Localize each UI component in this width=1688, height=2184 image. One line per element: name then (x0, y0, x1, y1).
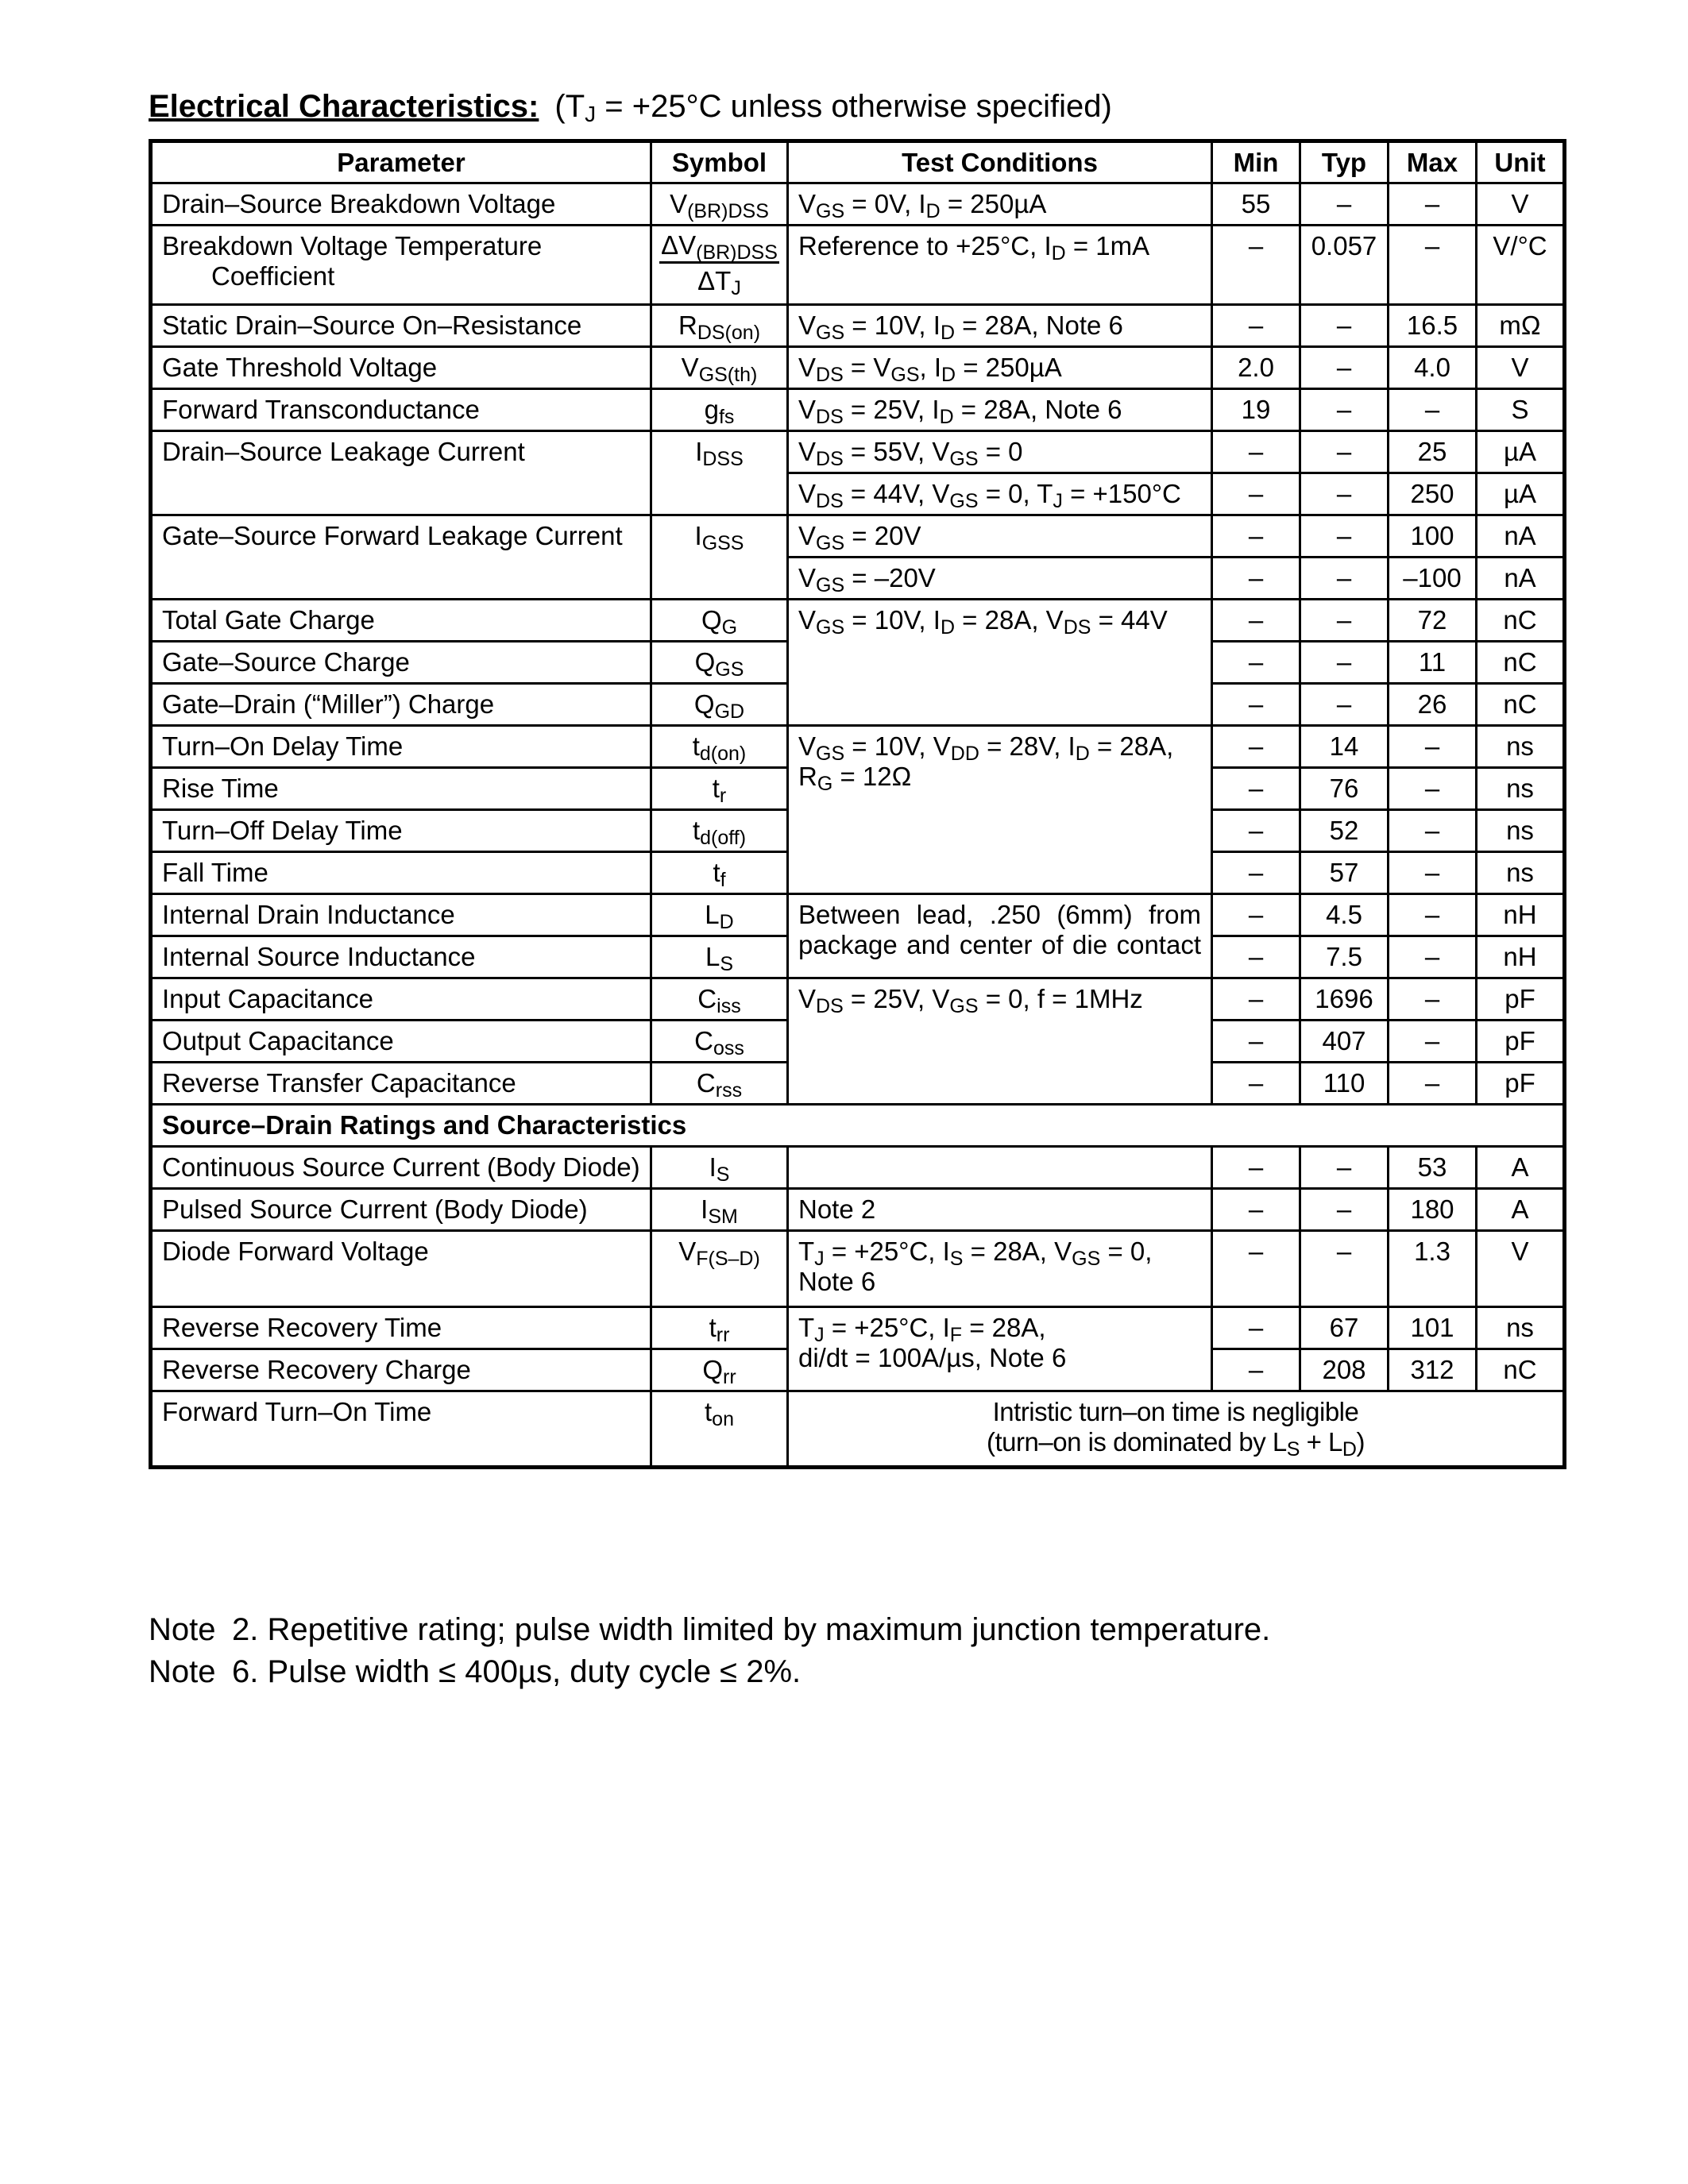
conditions-cell: $V_{GS} = 10V$, $V_{DD} = 28V$, $I_D = 28A$, $R_G = 12\Omega$ (788, 726, 1212, 894)
typ-cell: – (1300, 1189, 1389, 1231)
min-cell: – (1212, 936, 1300, 978)
unit-cell: nC (1477, 684, 1565, 726)
parameter-cell: Input Capacitance (151, 978, 651, 1021)
min-cell: – (1212, 726, 1300, 768)
typ-cell: – (1300, 347, 1389, 389)
section-heading (149, 89, 1112, 125)
parameter-cell: Total Gate Charge (151, 600, 651, 642)
unit-cell: pF (1477, 978, 1565, 1021)
min-cell: – (1212, 894, 1300, 936)
max-cell: – (1389, 183, 1477, 226)
symbol-cell: $Q_{GS}$ (651, 642, 788, 684)
symbol-cell: $t_{rr}$ (651, 1307, 788, 1349)
symbol-cell: $t_{d(on)}$ (651, 726, 788, 768)
min-cell: – (1212, 515, 1300, 558)
parameter-cell: Gate–Source Charge (151, 642, 651, 684)
table-row (151, 1391, 1565, 1468)
parameter-cell: Drain–Source Breakdown Voltage (151, 183, 651, 226)
typ-cell: 4.5 (1300, 894, 1389, 936)
unit-cell: nA (1477, 558, 1565, 600)
conditions-cell: Between lead, .250 (6mm) from package and center of die contact (788, 894, 1212, 978)
typ-cell: – (1300, 600, 1389, 642)
heading-condition: ($T_J = +25^\circ C$ unless otherwise specified) (554, 89, 1112, 126)
unit-cell: ns (1477, 726, 1565, 768)
unit-cell: V (1477, 347, 1565, 389)
min-cell: – (1212, 1231, 1300, 1307)
table-row (151, 305, 1565, 347)
table-row (151, 515, 1565, 558)
min-cell: – (1212, 810, 1300, 852)
unit-cell: nC (1477, 1349, 1565, 1391)
typ-cell: 110 (1300, 1063, 1389, 1105)
min-cell: – (1212, 226, 1300, 305)
symbol-cell: $I_{SM}$ (651, 1189, 788, 1231)
symbol-cell: $g_{fs}$ (651, 389, 788, 431)
symbol-cell: $I_S$ (651, 1147, 788, 1189)
parameter-cell: Continuous Source Current (Body Diode) (151, 1147, 651, 1189)
parameter-cell: Pulsed Source Current (Body Diode) (151, 1189, 651, 1231)
table-row (151, 894, 1565, 936)
symbol-cell: $Q_G$ (651, 600, 788, 642)
typ-cell: 14 (1300, 726, 1389, 768)
typ-cell: – (1300, 1231, 1389, 1307)
min-cell: – (1212, 473, 1300, 515)
parameter-cell: Output Capacitance (151, 1021, 651, 1063)
unit-cell: pF (1477, 1021, 1565, 1063)
min-cell: – (1212, 431, 1300, 473)
symbol-cell: $\frac{\Delta V_{(BR)DSS}}{\Delta T_J}$ (651, 226, 788, 305)
min-cell: – (1212, 1021, 1300, 1063)
typ-cell: – (1300, 389, 1389, 431)
conditions-cell: Reference to +25°C, $I_D = 1mA$ (788, 226, 1212, 305)
conditions-cell: $V_{GS} = 10V$, $I_D = 28A$, $V_{DS} = 44V$ (788, 600, 1212, 726)
parameter-cell: Forward Transconductance (151, 389, 651, 431)
parameter-cell: Turn–Off Delay Time (151, 810, 651, 852)
symbol-cell: $t_r$ (651, 768, 788, 810)
min-cell: – (1212, 1189, 1300, 1231)
column-header: Max (1389, 141, 1477, 183)
parameter-cell: Internal Drain Inductance (151, 894, 651, 936)
conditions-cell: $V_{DS} = 44V$, $V_{GS} = 0$, $T_J = +150^\circ C$ (788, 473, 1212, 515)
symbol-cell: $V_{(BR)DSS}$ (651, 183, 788, 226)
min-cell: – (1212, 1147, 1300, 1189)
unit-cell: mΩ (1477, 305, 1565, 347)
unit-cell: ns (1477, 852, 1565, 894)
max-cell: – (1389, 852, 1477, 894)
symbol-cell: $Q_{GD}$ (651, 684, 788, 726)
symbol-cell: $C_{rss}$ (651, 1063, 788, 1105)
footnote (149, 1654, 801, 1690)
unit-cell: nH (1477, 894, 1565, 936)
section-title: Source–Drain Ratings and Characteristics (151, 1105, 1565, 1147)
symbol-cell: $t_f$ (651, 852, 788, 894)
symbol-cell: $t_{on}$ (651, 1391, 788, 1468)
max-cell: – (1389, 810, 1477, 852)
max-cell: 100 (1389, 515, 1477, 558)
max-cell: – (1389, 768, 1477, 810)
min-cell: – (1212, 684, 1300, 726)
typ-cell: – (1300, 642, 1389, 684)
parameter-cell: Gate–Drain (“Miller”) Charge (151, 684, 651, 726)
symbol-cell: $L_D$ (651, 894, 788, 936)
column-header: Parameter (151, 141, 651, 183)
typ-cell: – (1300, 558, 1389, 600)
table-row (151, 1147, 1565, 1189)
max-cell: 16.5 (1389, 305, 1477, 347)
conditions-cell: Intristic turn–on time is negligible (turn–on is dominated by $L_S + L_D$) (788, 1391, 1565, 1468)
unit-cell: nA (1477, 515, 1565, 558)
parameter-cell: Static Drain–Source On–Resistance (151, 305, 651, 347)
min-cell: – (1212, 1063, 1300, 1105)
max-cell: 26 (1389, 684, 1477, 726)
symbol-cell: $V_{GS(th)}$ (651, 347, 788, 389)
footnote-text: 6. Pulse width ≤ 400µs, duty cycle ≤ 2%. (232, 1654, 802, 1689)
max-cell: – (1389, 894, 1477, 936)
max-cell: 250 (1389, 473, 1477, 515)
unit-cell: nH (1477, 936, 1565, 978)
parameter-cell: Fall Time (151, 852, 651, 894)
typ-cell: – (1300, 431, 1389, 473)
conditions-cell: $T_J = +25^\circ C$, $I_F = 28A$, di/dt = 100A/µs, Note 6 (788, 1307, 1212, 1391)
typ-cell: – (1300, 305, 1389, 347)
max-cell: 180 (1389, 1189, 1477, 1231)
max-cell: 1.3 (1389, 1231, 1477, 1307)
min-cell: – (1212, 558, 1300, 600)
max-cell: 312 (1389, 1349, 1477, 1391)
conditions-cell: $V_{DS} = 55V$, $V_{GS} = 0$ (788, 431, 1212, 473)
max-cell: – (1389, 1063, 1477, 1105)
unit-cell: ns (1477, 768, 1565, 810)
max-cell: 101 (1389, 1307, 1477, 1349)
max-cell: 25 (1389, 431, 1477, 473)
conditions-cell: $V_{GS} = -20V$ (788, 558, 1212, 600)
table-row (151, 389, 1565, 431)
footnote-label: Note (149, 1612, 216, 1647)
column-header: Min (1212, 141, 1300, 183)
parameter-cell: Reverse Recovery Time (151, 1307, 651, 1349)
parameter-cell: Diode Forward Voltage (151, 1231, 651, 1307)
min-cell: 19 (1212, 389, 1300, 431)
conditions-cell: $V_{DS} = V_{GS}$, $I_D = 250\mu A$ (788, 347, 1212, 389)
symbol-cell: $I_{DSS}$ (651, 431, 788, 515)
unit-cell: nC (1477, 642, 1565, 684)
unit-cell: V/°C (1477, 226, 1565, 305)
min-cell: – (1212, 305, 1300, 347)
max-cell: – (1389, 978, 1477, 1021)
parameter-cell: Turn–On Delay Time (151, 726, 651, 768)
table-row (151, 347, 1565, 389)
typ-cell: – (1300, 183, 1389, 226)
parameter-cell: Reverse Recovery Charge (151, 1349, 651, 1391)
conditions-cell: $V_{GS} = 20V$ (788, 515, 1212, 558)
symbol-cell: $Q_{rr}$ (651, 1349, 788, 1391)
unit-cell: nC (1477, 600, 1565, 642)
unit-cell: S (1477, 389, 1565, 431)
typ-cell: – (1300, 515, 1389, 558)
typ-cell: 57 (1300, 852, 1389, 894)
max-cell: – (1389, 1021, 1477, 1063)
typ-cell: – (1300, 684, 1389, 726)
unit-cell: pF (1477, 1063, 1565, 1105)
conditions-cell: $V_{DS} = 25V$, $V_{GS} = 0$, f = 1MHz (788, 978, 1212, 1105)
unit-cell: ns (1477, 1307, 1565, 1349)
min-cell: – (1212, 600, 1300, 642)
symbol-cell: $V_{F(S-D)}$ (651, 1231, 788, 1307)
typ-cell: – (1300, 1147, 1389, 1189)
table-row (151, 978, 1565, 1021)
electrical-characteristics-table (149, 139, 1566, 1469)
conditions-cell: $V_{GS} = 10V$, $I_D = 28A$, Note 6 (788, 305, 1212, 347)
min-cell: – (1212, 1307, 1300, 1349)
parameter-cell: Forward Turn–On Time (151, 1391, 651, 1468)
max-cell: – (1389, 389, 1477, 431)
min-cell: – (1212, 768, 1300, 810)
footnote-text: 2. Repetitive rating; pulse width limited by maximum junction temperature. (232, 1612, 1271, 1647)
unit-cell: µA (1477, 431, 1565, 473)
max-cell: – (1389, 936, 1477, 978)
typ-cell: 76 (1300, 768, 1389, 810)
table-row (151, 1189, 1565, 1231)
typ-cell: 0.057 (1300, 226, 1389, 305)
conditions-cell: Note 2 (788, 1189, 1212, 1231)
table-header-row (151, 141, 1565, 183)
table-row (151, 431, 1565, 473)
unit-cell: ns (1477, 810, 1565, 852)
parameter-cell: Internal Source Inductance (151, 936, 651, 978)
typ-cell: 52 (1300, 810, 1389, 852)
heading-title: Electrical Characteristics: (149, 89, 539, 124)
max-cell: – (1389, 226, 1477, 305)
section-row (151, 1105, 1565, 1147)
table-row (151, 226, 1565, 305)
unit-cell: A (1477, 1189, 1565, 1231)
unit-cell: A (1477, 1147, 1565, 1189)
max-cell: –100 (1389, 558, 1477, 600)
unit-cell: µA (1477, 473, 1565, 515)
parameter-cell: Gate Threshold Voltage (151, 347, 651, 389)
min-cell: – (1212, 1349, 1300, 1391)
table-row (151, 1231, 1565, 1307)
symbol-cell: $L_S$ (651, 936, 788, 978)
typ-cell: 208 (1300, 1349, 1389, 1391)
table-row (151, 600, 1565, 642)
conditions-cell: $V_{DS} = 25V$, $I_D = 28A$, Note 6 (788, 389, 1212, 431)
typ-cell: 1696 (1300, 978, 1389, 1021)
parameter-cell: Gate–Source Forward Leakage Current (151, 515, 651, 600)
conditions-cell (788, 1147, 1212, 1189)
column-header: Unit (1477, 141, 1565, 183)
typ-cell: 7.5 (1300, 936, 1389, 978)
min-cell: – (1212, 852, 1300, 894)
typ-cell: – (1300, 473, 1389, 515)
min-cell: 55 (1212, 183, 1300, 226)
min-cell: – (1212, 642, 1300, 684)
parameter-cell: Reverse Transfer Capacitance (151, 1063, 651, 1105)
parameter-cell: Rise Time (151, 768, 651, 810)
footnote (149, 1612, 1270, 1648)
conditions-cell: $V_{GS} = 0V$, $I_D = 250\mu A$ (788, 183, 1212, 226)
max-cell: 53 (1389, 1147, 1477, 1189)
symbol-cell: $R_{DS(on)}$ (651, 305, 788, 347)
symbol-cell: $C_{iss}$ (651, 978, 788, 1021)
min-cell: – (1212, 978, 1300, 1021)
symbol-cell: $C_{oss}$ (651, 1021, 788, 1063)
table-row (151, 1307, 1565, 1349)
column-header: Typ (1300, 141, 1389, 183)
footnote-label: Note (149, 1654, 216, 1689)
min-cell: 2.0 (1212, 347, 1300, 389)
symbol-cell: $t_{d(off)}$ (651, 810, 788, 852)
column-header: Symbol (651, 141, 788, 183)
max-cell: 4.0 (1389, 347, 1477, 389)
typ-cell: 407 (1300, 1021, 1389, 1063)
max-cell: 11 (1389, 642, 1477, 684)
symbol-cell: $I_{GSS}$ (651, 515, 788, 600)
table-row (151, 726, 1565, 768)
parameter-cell: Drain–Source Leakage Current (151, 431, 651, 515)
column-header: Test Conditions (788, 141, 1212, 183)
typ-cell: 67 (1300, 1307, 1389, 1349)
parameter-cell: Breakdown Voltage Temperature Coefficient (151, 226, 651, 305)
conditions-cell: $T_J = +25^\circ C$, $I_S = 28A$, $V_{GS} = 0$, Note 6 (788, 1231, 1212, 1307)
max-cell: – (1389, 726, 1477, 768)
max-cell: 72 (1389, 600, 1477, 642)
table-row (151, 183, 1565, 226)
unit-cell: V (1477, 1231, 1565, 1307)
unit-cell: V (1477, 183, 1565, 226)
